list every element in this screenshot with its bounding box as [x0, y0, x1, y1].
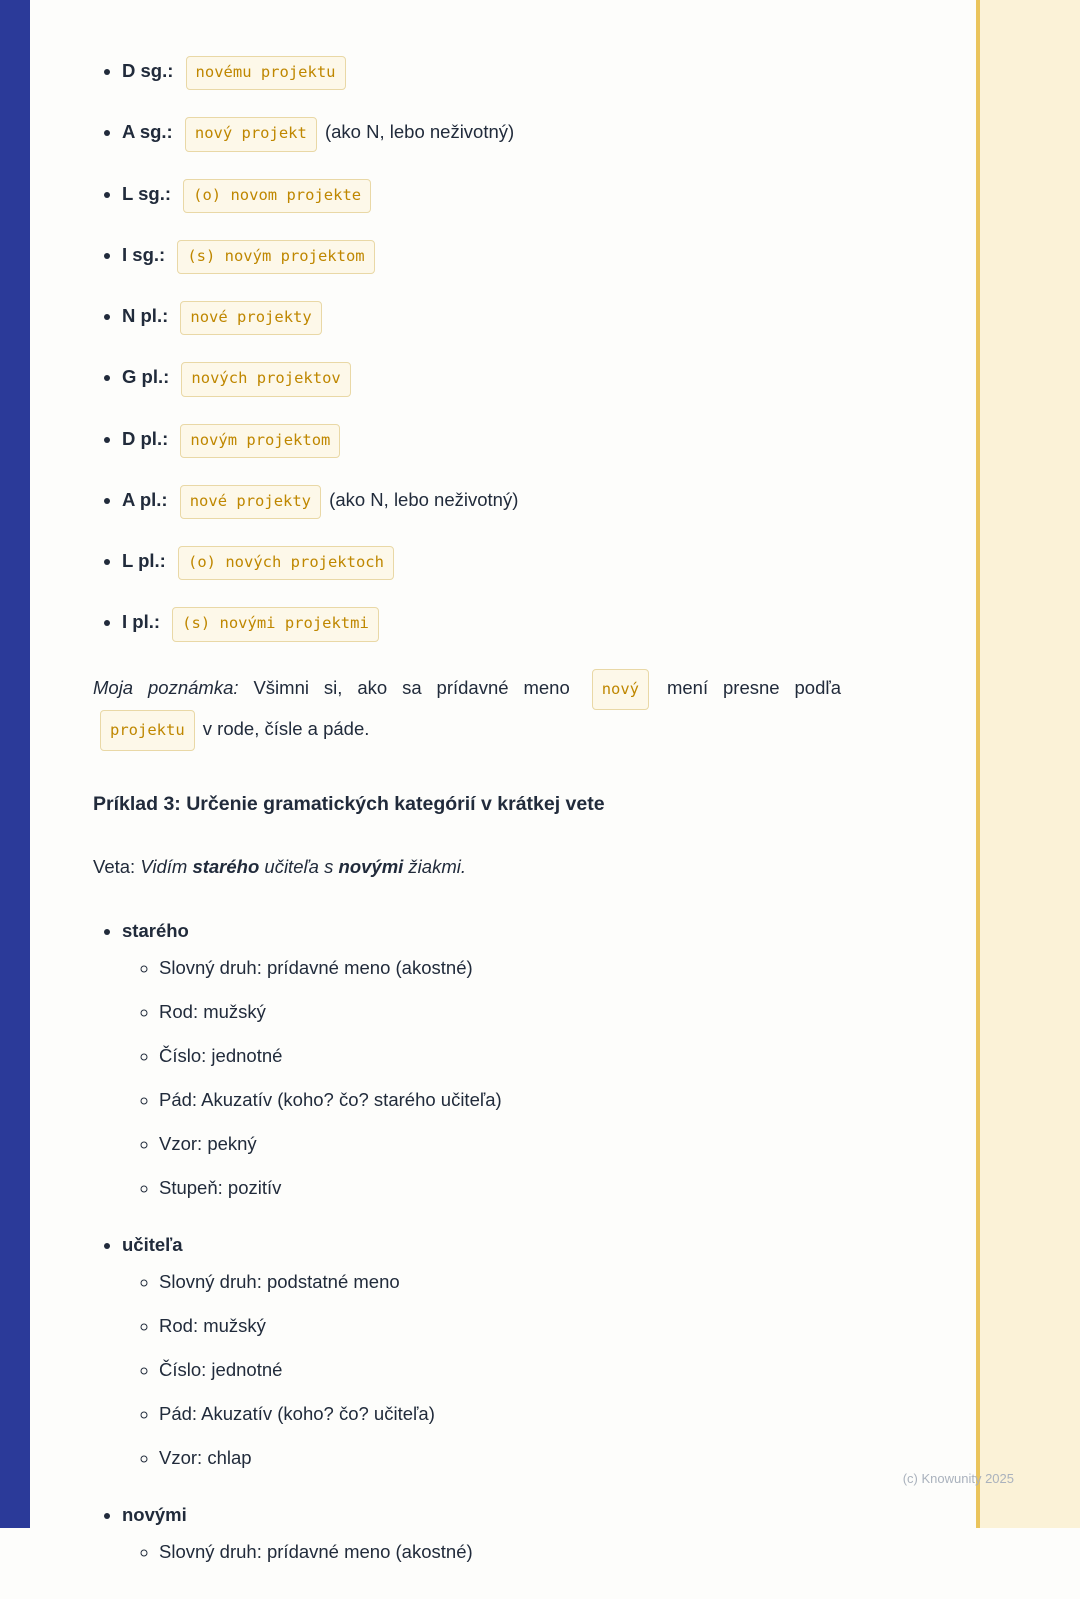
case-code-chip: (o) novom projekte [183, 179, 371, 213]
case-list-item [122, 607, 930, 641]
case-label: A sg.: [122, 121, 173, 143]
case-list-item [122, 424, 930, 458]
analysis-item: ◦ Pád: Akuzatív (koho? čo? starého učiteľa) [159, 1088, 930, 1112]
note-text: mení presne podľa [666, 676, 842, 698]
analysis-item: ◦ Číslo: jednotné [159, 1044, 930, 1068]
note-label: Moja poznámka: [93, 676, 239, 698]
sentence-part: učiteľa s [259, 855, 339, 877]
case-list-item [122, 301, 930, 335]
analyzed-word: starého [122, 919, 189, 941]
note-code-chip: projektu [100, 710, 195, 751]
analysis-item: ◦ Slovný druh: podstatné meno [159, 1270, 930, 1294]
analysis-item: ◦ Vzor: pekný [159, 1132, 930, 1156]
copyright-footer: (c) Knowunity 2025 [902, 1471, 1014, 1486]
analysis-sublist [122, 956, 930, 1200]
case-list-item [122, 546, 930, 580]
analysis-item: ◦ Slovný druh: prídavné meno (akostné) [159, 1540, 930, 1564]
analysis-item: ◦ Rod: mužský [159, 1000, 930, 1024]
sentence-part: žiakmi. [403, 855, 466, 877]
sentence-highlight: novými [338, 855, 404, 877]
document-content [30, 0, 976, 1599]
case-code-chip: novým projektom [180, 424, 340, 458]
analysis-item: ◦ Rod: mužský [159, 1314, 930, 1338]
case-code-chip: nové projekty [180, 485, 321, 519]
analyzed-word: učiteľa [122, 1234, 183, 1256]
case-list-item [122, 485, 930, 519]
case-label: L sg.: [122, 182, 171, 204]
analysis-sublist [122, 1540, 930, 1564]
case-label: I pl.: [122, 611, 161, 633]
analysis-group [122, 920, 930, 1200]
note-text: v rode, čísle a páde. [202, 717, 370, 739]
note-paragraph [93, 669, 841, 751]
case-note: (ako N, lebo neživotný) [324, 121, 515, 143]
analysis-sublist [122, 1270, 930, 1470]
analysis-group [122, 1234, 930, 1470]
case-label: I sg.: [122, 243, 166, 265]
right-margin-area [976, 0, 1080, 1528]
case-label: D pl.: [122, 427, 169, 449]
analysis-item: ◦ Vzor: chlap [159, 1446, 930, 1470]
example-sentence [93, 856, 930, 878]
analysis-item: ◦ Pád: Akuzatív (koho? čo? učiteľa) [159, 1402, 930, 1426]
case-code-chip: nový projekt [185, 117, 317, 151]
analysis-group [122, 1504, 930, 1564]
section-heading: Príklad 3: Určenie gramatických kategórií v krátkej vete [93, 792, 605, 815]
case-label: A pl.: [122, 488, 168, 510]
analysis-item: ◦ Stupeň: pozitív [159, 1176, 930, 1200]
analysis-item: ◦ Slovný druh: prídavné meno (akostné) [159, 956, 930, 980]
case-list-item [122, 240, 930, 274]
sentence-prefix: Veta: [93, 855, 136, 877]
case-code-chip: (s) novými projektmi [172, 607, 379, 641]
case-code-chip: (s) novým projektom [177, 240, 374, 274]
case-label: L pl.: [122, 550, 166, 571]
sentence-body [140, 856, 466, 877]
left-border-stripe [0, 0, 30, 1528]
case-list-item [122, 179, 930, 213]
case-code-chip: nových projektov [181, 362, 350, 396]
grammar-analysis-list [93, 920, 930, 1565]
analysis-item: ◦ Číslo: jednotné [159, 1358, 930, 1382]
sentence-part: Vidím [140, 855, 193, 877]
case-label: D sg.: [122, 60, 174, 81]
case-code-chip: nové projekty [180, 301, 321, 335]
note-text: Všimni si, ako sa prídavné meno [253, 676, 570, 698]
sentence-highlight: starého [192, 855, 260, 877]
case-declension-list [93, 56, 930, 642]
case-list-item [122, 117, 930, 151]
case-code-chip: novému projektu [186, 56, 346, 90]
analyzed-word: novými [122, 1504, 187, 1526]
case-code-chip: (o) nových projektoch [178, 546, 394, 580]
case-label: G pl.: [122, 366, 170, 388]
case-note: (ako N, lebo neživotný) [329, 488, 519, 510]
case-list-item [122, 362, 930, 396]
case-label: N pl.: [122, 305, 169, 326]
note-code-chip: nový [592, 669, 649, 710]
case-list-item [122, 56, 930, 90]
